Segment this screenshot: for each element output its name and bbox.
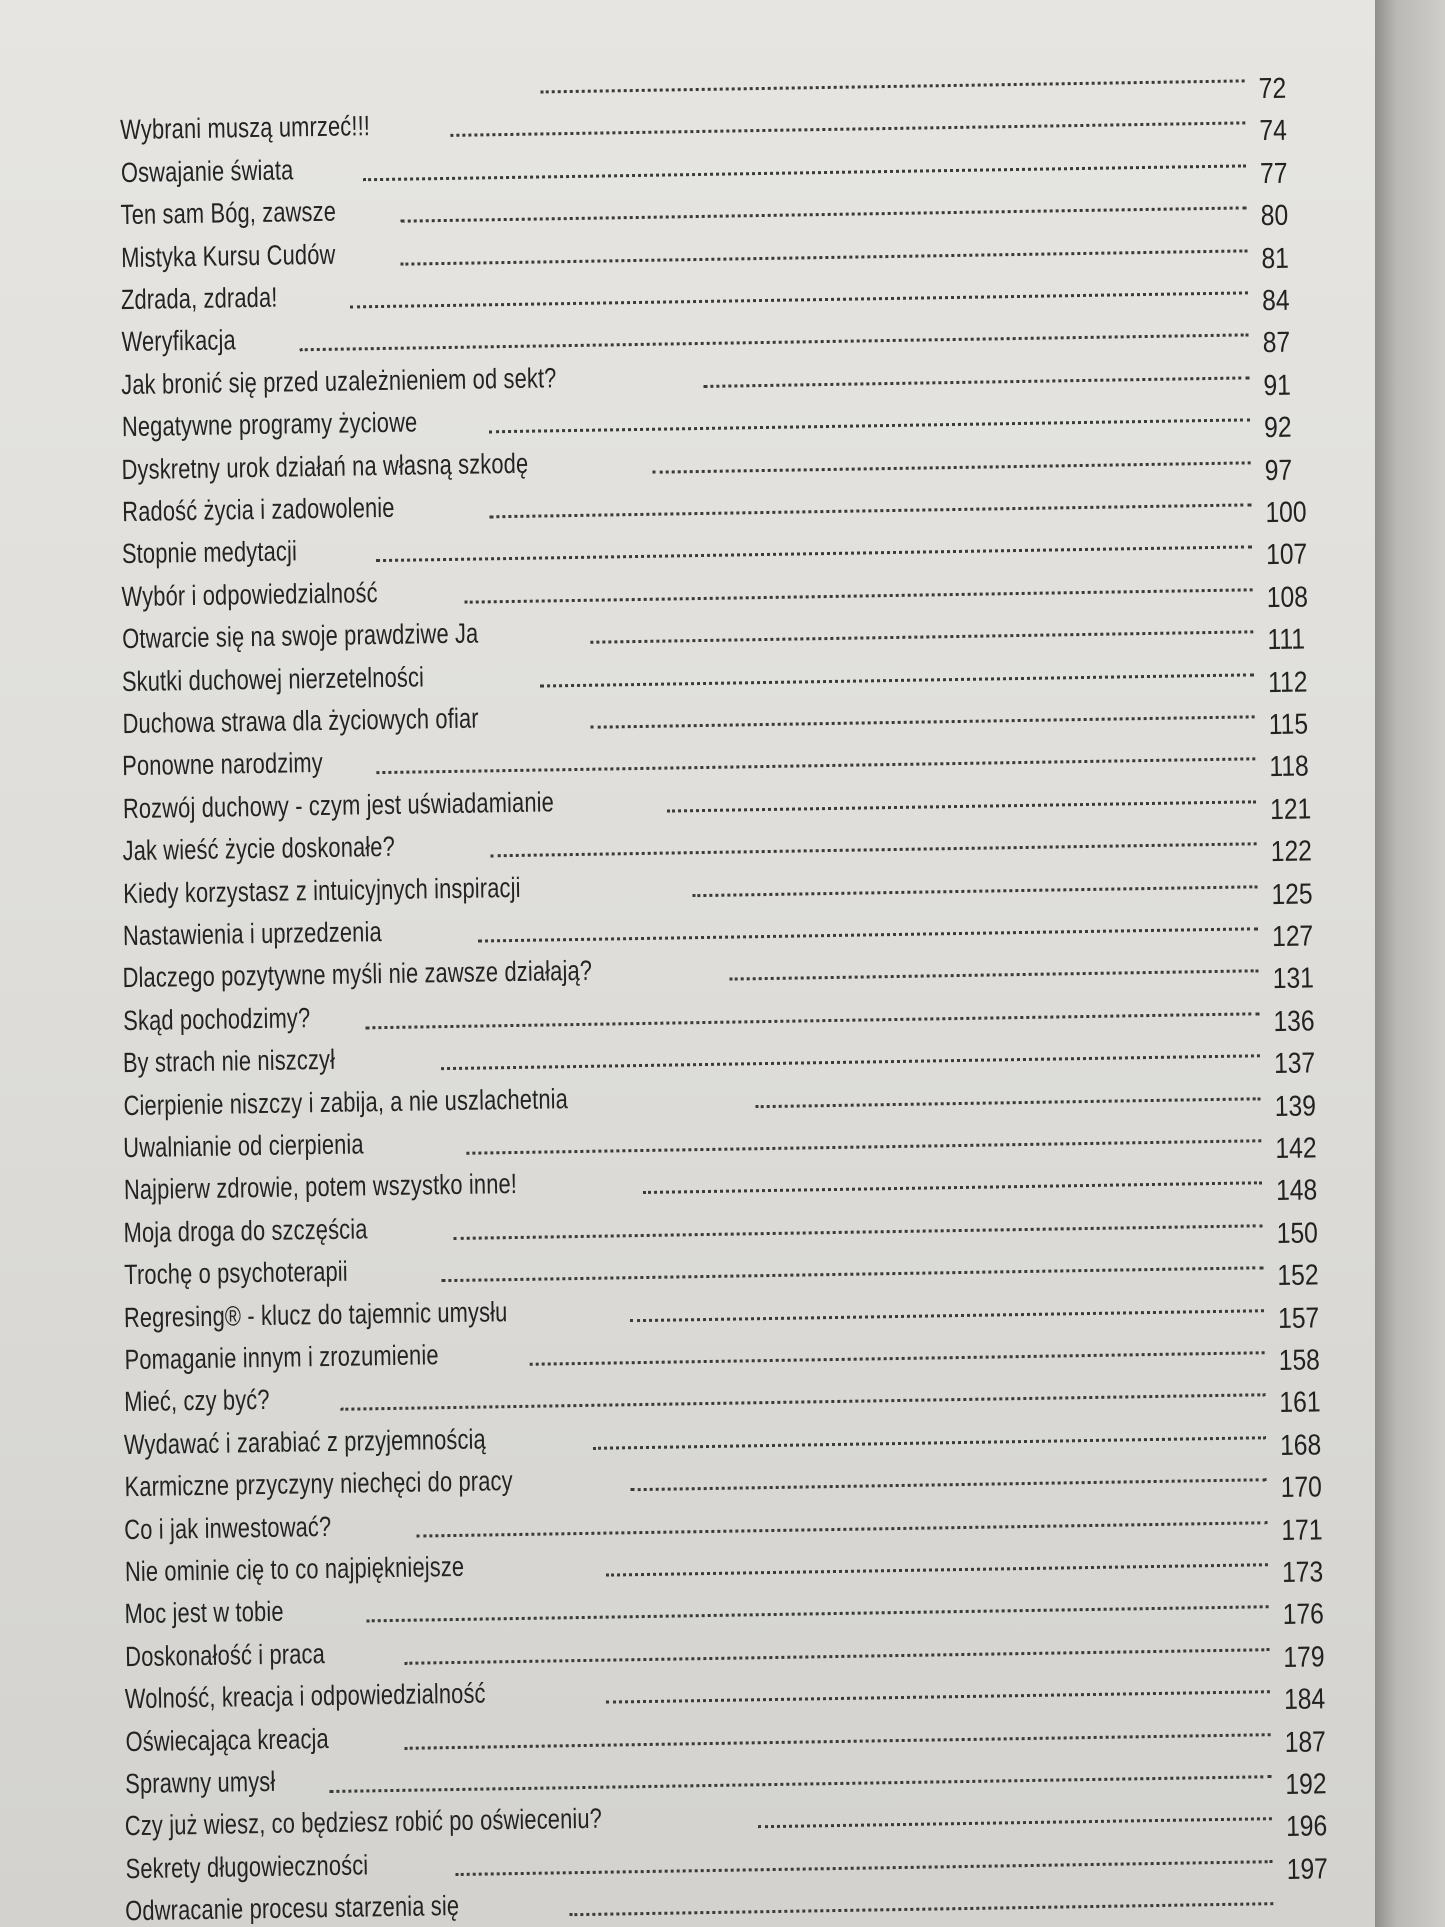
- toc-page-number: 80: [1260, 199, 1289, 233]
- leader-dots: [530, 1351, 1265, 1366]
- leader-dots: [465, 588, 1253, 603]
- leader-dots: [667, 800, 1256, 812]
- leader-dots: [441, 1054, 1260, 1070]
- toc-page-number: 121: [1269, 793, 1312, 826]
- toc-entry-title: Wolność, kreacja i odpowiedzialność: [124, 1677, 486, 1715]
- toc-page-number: 157: [1277, 1301, 1320, 1335]
- toc-page-number: 161: [1279, 1386, 1321, 1420]
- toc-entry-title: Negatywne programy życiowe: [121, 406, 418, 443]
- toc-entry-title: Otwarcie się na swoje prawdziwe Ja: [121, 617, 479, 655]
- leader-dots: [653, 461, 1251, 473]
- toc-page-number: 139: [1274, 1090, 1317, 1123]
- toc-entry-title: By strach nie niszczył: [123, 1043, 336, 1079]
- leader-dots: [631, 1478, 1267, 1491]
- toc-entry-title: Doskonałość i praca: [124, 1637, 325, 1672]
- toc-entry-title: Mieć, czy być?: [123, 1384, 270, 1418]
- leader-dots: [569, 1902, 1273, 1916]
- leader-dots: [541, 79, 1245, 93]
- toc-page-number: 168: [1279, 1429, 1322, 1462]
- leader-dots: [478, 927, 1258, 942]
- leader-dots: [376, 546, 1252, 563]
- leader-dots: [606, 1563, 1268, 1576]
- toc-page-number: 127: [1271, 920, 1314, 954]
- toc-entry-title: Moc jest w tobie: [124, 1596, 285, 1630]
- toc-entry-title: Co i jak inwestować?: [124, 1510, 332, 1545]
- leader-dots: [466, 1139, 1261, 1154]
- toc-page-number: 148: [1275, 1174, 1318, 1208]
- toc-entry-title: Rozwój duchowy - czym jest uświadamianie: [122, 786, 554, 824]
- toc-page-number: 112: [1267, 666, 1308, 699]
- toc-page-number: 92: [1263, 411, 1292, 445]
- leader-dots: [630, 1309, 1264, 1322]
- toc-entry-title: Dlaczego pozytywne myśli nie zawsze działają?: [122, 955, 593, 994]
- toc-page-number: 91: [1263, 369, 1292, 402]
- toc-page-number: 77: [1259, 157, 1288, 190]
- leader-dots: [606, 1690, 1270, 1703]
- toc-page-number: 125: [1271, 878, 1313, 911]
- toc-entry-title: Skąd pochodzimy?: [122, 1001, 311, 1036]
- toc-page-number: 107: [1265, 538, 1308, 572]
- toc-entry-title: Jak wieść życie doskonałe?: [122, 831, 396, 867]
- toc-page-number: 137: [1273, 1047, 1316, 1081]
- toc-entry-title: Cierpienie niszczy i zabija, a nie uszlachetnia: [123, 1082, 568, 1121]
- toc-page-number: 122: [1270, 835, 1313, 869]
- toc-entry-title: Oswajanie świata: [120, 154, 294, 188]
- toc-page-number: 111: [1267, 623, 1306, 657]
- leader-dots: [591, 631, 1254, 644]
- toc-entry-title: Weryfikacja: [121, 324, 236, 358]
- leader-dots: [692, 885, 1257, 897]
- toc-entry-title: Mistyka Kursu Cudów: [120, 238, 336, 273]
- toc-entry-title: Ponowne narodzimy: [122, 747, 324, 782]
- toc-page-number: 184: [1283, 1683, 1326, 1717]
- leader-dots: [400, 207, 1246, 223]
- toc-page-number: 74: [1259, 115, 1288, 148]
- toc-page-number: 142: [1275, 1132, 1317, 1166]
- toc-entry-title: Wydawać i zarabiać z przyjemnością: [124, 1423, 487, 1460]
- toc-page-number: 81: [1261, 242, 1290, 275]
- toc-entry-title: Duchowa strawa dla życiowych ofiar: [122, 702, 479, 740]
- leader-dots: [593, 1436, 1266, 1450]
- toc-page-number: 84: [1261, 284, 1290, 318]
- leader-dots: [591, 715, 1255, 728]
- toc-entry-title: Zdrada, zdrada!: [120, 281, 278, 316]
- toc-entry-title: Nie ominie cię to co najpiękniejsze: [124, 1550, 465, 1588]
- toc-entry-title: Ten sam Bóg, zawsze: [120, 195, 337, 231]
- toc-page-number: 115: [1268, 708, 1309, 742]
- toc-page-number: 108: [1266, 581, 1309, 614]
- leader-dots: [451, 122, 1246, 137]
- leader-dots: [404, 1648, 1269, 1665]
- leader-dots: [417, 1521, 1268, 1537]
- toc-page-number: 131: [1272, 962, 1315, 996]
- leader-dots: [365, 1012, 1259, 1029]
- toc-page-number: 152: [1277, 1259, 1319, 1293]
- toc-page-number: 197: [1286, 1853, 1329, 1886]
- leader-dots: [401, 249, 1248, 265]
- toc-entry-title: Moja droga do szczęścia: [123, 1213, 368, 1248]
- leader-dots: [489, 419, 1250, 434]
- toc-page-number: 170: [1280, 1471, 1323, 1505]
- leader-dots: [490, 842, 1256, 857]
- toc-entry-title: Oświecająca kreacja: [124, 1722, 329, 1757]
- leader-dots: [758, 1818, 1272, 1829]
- toc-entry-title: Sprawny umysł: [125, 1765, 276, 1800]
- leader-dots: [730, 970, 1259, 981]
- toc-entry-title: Stopnie medytacji: [121, 535, 298, 570]
- toc-entry-title: Najpierw zdrowie, potem wszystko inne!: [123, 1168, 517, 1206]
- toc-entry-title: Wybór i odpowiedzialność: [121, 576, 379, 612]
- leader-dots: [405, 1733, 1271, 1750]
- toc-page-number: 118: [1269, 750, 1309, 784]
- toc-entry-title: Sekrety długowieczności: [125, 1849, 369, 1884]
- toc-entry-title: Kiedy korzystasz z intuicyjnych inspiracji: [122, 871, 521, 909]
- toc-page-number: 136: [1273, 1005, 1315, 1038]
- leader-dots: [756, 1097, 1261, 1108]
- leader-dots: [643, 1182, 1262, 1195]
- leader-dots: [703, 376, 1249, 388]
- toc-page-number: 87: [1262, 327, 1291, 360]
- toc-entry-title: Czy już wiesz, co będziesz robić po oświeceniu?: [125, 1803, 603, 1842]
- toc-entry-title: Dyskretny urok działań na własną szkodę: [121, 447, 529, 485]
- toc-page-number: 100: [1265, 496, 1307, 530]
- toc-page-number: 171: [1281, 1513, 1323, 1547]
- toc-entry-title: Radość życia i zadowolenie: [121, 491, 395, 528]
- toc-entry-title: Jak bronić się przed uzależnieniem od sekt?: [121, 362, 557, 400]
- toc-page-number: 192: [1285, 1768, 1327, 1801]
- leader-dots: [441, 1266, 1263, 1282]
- toc-page-number: 150: [1276, 1217, 1319, 1250]
- toc-page-number: 196: [1285, 1810, 1328, 1844]
- toc-entry-title: Skutki duchowej nierzetelności: [121, 660, 425, 697]
- toc-entry-title: Wybrani muszą umrzeć!!!: [120, 110, 371, 146]
- toc-entry-title: Odwracanie procesu starzenia się: [125, 1890, 460, 1927]
- toc-entry-title: Nastawienia i uprzedzenia: [122, 916, 382, 952]
- toc-entry-title: Uwalnianie od cierpienia: [123, 1128, 365, 1164]
- toc-entry-title: Trochę o psychoterapii: [123, 1255, 348, 1291]
- leader-dots: [540, 673, 1254, 687]
- toc-page-number: 173: [1281, 1556, 1324, 1589]
- toc-page-number: 158: [1278, 1344, 1321, 1378]
- leader-dots: [454, 1224, 1263, 1240]
- leader-dots: [363, 164, 1246, 181]
- toc-page-number: 72: [1258, 72, 1287, 106]
- page-edge-shadow: [1375, 0, 1445, 1927]
- leader-dots: [489, 503, 1251, 518]
- toc-page-number: 176: [1282, 1598, 1325, 1632]
- leader-dots: [455, 1860, 1272, 1876]
- toc-page-number: 187: [1284, 1725, 1327, 1759]
- toc-entry-title: Karmiczne przyczyny niechęci do pracy: [124, 1465, 513, 1503]
- toc-entry-title: Pomaganie innym i zrozumienie: [123, 1339, 439, 1376]
- toc-page-number: 179: [1283, 1641, 1325, 1674]
- leader-dots: [377, 758, 1256, 775]
- toc-entry-title: Regresing® - klucz do tajemnic umysłu: [123, 1295, 508, 1333]
- toc-page-number: 97: [1264, 454, 1293, 487]
